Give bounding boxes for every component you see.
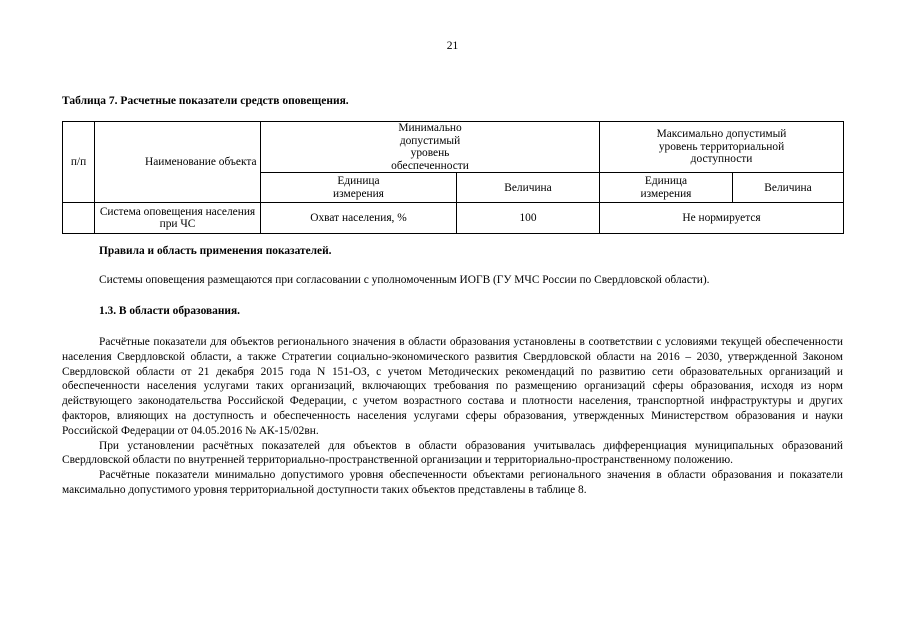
cell-min-unit: Охват населения, % — [261, 203, 457, 234]
header-max-value: Величина — [733, 173, 844, 203]
section-body — [62, 335, 843, 498]
cell-max: Не нормируется — [600, 203, 844, 234]
table-title: Таблица 7. Расчетные показатели средств оповещения. — [62, 95, 349, 107]
header-object-name: Наименование объекта — [95, 122, 261, 203]
section-title: 1.3. В области образования. — [99, 305, 240, 317]
rules-title: Правила и область применения показателей. — [99, 245, 332, 257]
paragraph: Расчётные показатели для объектов регионального значения в области образования установлены в соответствии с условиями текущей обеспеченности населения Свердловской области, а также Стратегии социально-экономического развития Свердловской области на 2016 – 2030, утвержденной Законом Свердловской области от 21 декабря 2015 года N 151-ОЗ, с учетом Методических рекомендаций по развитию сети образовательных организаций и обеспеченности населения услугами таких организаций, включающих требования по размещению организаций сферы образования, исходя из норм действующего законодательства Российской Федерации, с учетом возрастного состава и плотности населения, транспортной инфраструктуры и других факторов, влияющих на доступность и обеспеченность населения услугами сферы образования, утвержденных Министерством образования и науки Российской Федерации от 04.05.2016 № АК-15/02вн. — [62, 336, 843, 437]
indicators-table — [62, 121, 844, 234]
page-number: 21 — [446, 40, 459, 52]
paragraph: При установлении расчётных показателей для объектов в области образования учитывалась дифференциация муниципальных образований Свердловской области по внутренней территориально-пространственной организации и территориально-пространственному положению. — [62, 439, 843, 467]
paragraph: Расчётные показатели минимально допустимого уровня обеспеченности объектами регионального значения в области образования и показатели максимально допустимого уровня территориальной доступности таких объектов представлены в таблице 8. — [62, 469, 843, 496]
cell-num — [63, 203, 95, 234]
header-max-level: Максимально допустимый уровень территориальной доступности — [600, 122, 844, 173]
header-num: п/п — [63, 122, 95, 203]
cell-object-name: Система оповещения населения при ЧС — [95, 203, 261, 234]
header-min-value: Величина — [457, 173, 600, 203]
rules-text: Системы оповещения размещаются при согласовании с уполномоченным ИОГВ (ГУ МЧС России по Свердловской области). — [99, 274, 710, 286]
cell-min-value: 100 — [457, 203, 600, 234]
table-row — [63, 203, 844, 234]
header-min-level: Минимально допустимый уровень обеспеченности — [261, 122, 600, 173]
header-min-unit: Единица измерения — [261, 173, 457, 203]
header-max-unit: Единица измерения — [600, 173, 733, 203]
